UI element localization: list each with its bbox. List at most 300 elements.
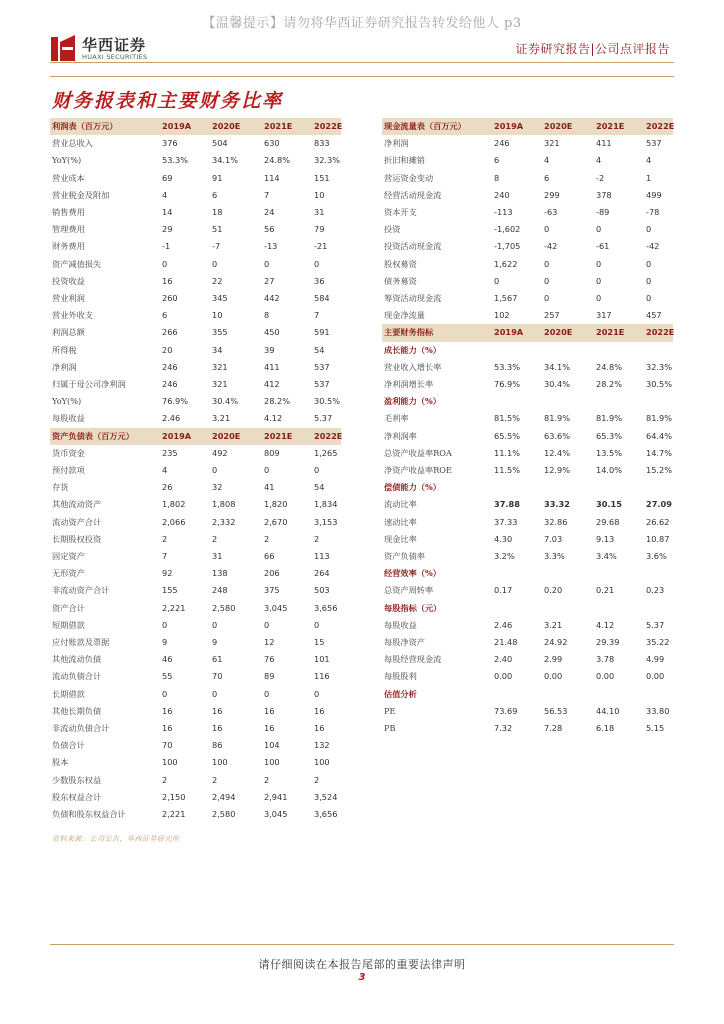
table-row xyxy=(382,600,673,617)
table-row xyxy=(382,152,673,169)
row-label: 投资收益 xyxy=(52,275,85,286)
row-label: 营业税金及附加 xyxy=(52,189,110,200)
cell-value: 138 xyxy=(212,568,228,579)
cell-value: 537 xyxy=(646,138,662,149)
cell-value: 76.9% xyxy=(162,396,189,407)
table-row xyxy=(50,496,341,513)
cell-value: 299 xyxy=(544,189,560,200)
cell-value: 155 xyxy=(162,585,178,596)
cell-value: 2021E xyxy=(596,121,625,131)
row-label: 少数股东权益 xyxy=(52,774,102,785)
row-label: 非流动资产合计 xyxy=(52,585,110,596)
cell-value: 36 xyxy=(314,275,325,286)
row-label: 每股收益 xyxy=(384,619,417,630)
table-row xyxy=(382,720,673,737)
footer-divider xyxy=(50,944,674,945)
row-label: 净利润 xyxy=(384,138,409,149)
cell-value: 30.4% xyxy=(544,379,571,389)
table-row xyxy=(382,582,673,599)
cell-value: 2 xyxy=(264,774,270,785)
cell-value: 260 xyxy=(162,293,178,303)
cell-value: 2021E xyxy=(596,327,625,338)
cell-value: 0 xyxy=(162,619,168,630)
cell-value: 3.6% xyxy=(646,551,667,561)
cell-value: 412 xyxy=(264,379,280,389)
row-label: 利润总额 xyxy=(52,327,85,338)
report-type: 证券研究报告|公司点评报告 xyxy=(515,42,670,56)
cell-value: 591 xyxy=(314,327,330,338)
cell-value: 0 xyxy=(596,275,602,286)
row-label: YoY(%) xyxy=(52,155,82,166)
cell-value: 66 xyxy=(264,551,275,561)
cell-value: 35.22 xyxy=(646,637,670,647)
cell-value: 54 xyxy=(314,344,325,355)
cell-value: 114 xyxy=(264,172,280,183)
cell-value: 411 xyxy=(596,138,612,149)
cell-value: 3,045 xyxy=(264,809,288,819)
cell-value: 53.3% xyxy=(494,361,521,372)
cell-value: 4 xyxy=(162,189,168,200)
row-label: PB xyxy=(384,723,396,733)
cell-value: 46 xyxy=(162,654,173,665)
cell-value: 65.5% xyxy=(494,430,521,441)
cell-value: 32.86 xyxy=(544,516,568,527)
cell-value: 92 xyxy=(162,568,173,579)
cell-value: 73.69 xyxy=(494,705,518,716)
cell-value: 3,656 xyxy=(314,602,338,613)
cell-value: 13.5% xyxy=(596,447,623,458)
cell-value: 81.9% xyxy=(646,413,673,424)
cell-value: 246 xyxy=(162,379,178,389)
row-label: 毛利率 xyxy=(384,413,409,424)
cell-value: 1,820 xyxy=(264,499,288,510)
cell-value: 0.00 xyxy=(646,671,665,682)
table-row xyxy=(50,445,341,462)
cell-value: 27 xyxy=(264,275,275,286)
cell-value: 0 xyxy=(264,688,270,699)
table-row xyxy=(50,462,341,479)
row-label: 现金净流量 xyxy=(384,310,425,321)
cell-value: 14.7% xyxy=(646,447,673,458)
cell-value: 16 xyxy=(314,705,325,716)
cell-value: 8 xyxy=(264,310,270,321)
cell-value: 11.1% xyxy=(494,447,521,458)
cell-value: 321 xyxy=(212,379,228,389)
cell-value: 0 xyxy=(212,258,218,269)
cell-value: 18 xyxy=(212,207,223,217)
cell-value: 2019A xyxy=(162,121,192,131)
cell-value: 12.9% xyxy=(544,465,571,475)
row-label: 每股收益 xyxy=(52,413,85,424)
cell-value: 2021E xyxy=(264,121,293,131)
cell-value: 34.1% xyxy=(212,155,239,166)
huaxi-logo-icon xyxy=(50,34,76,62)
cell-value: 20 xyxy=(162,344,173,355)
cell-value: 24 xyxy=(264,207,275,217)
cell-value: 4 xyxy=(596,155,602,166)
row-label: 经营活动现金流 xyxy=(384,189,442,200)
cell-value: 44.10 xyxy=(596,705,620,716)
cell-value: 2019A xyxy=(162,430,192,441)
table-row xyxy=(50,152,341,169)
cell-value: 4 xyxy=(162,465,168,475)
cell-value: 89 xyxy=(264,671,275,682)
cell-value: 5.37 xyxy=(646,619,665,630)
cell-value: 64.4% xyxy=(646,430,673,441)
cell-value: 537 xyxy=(314,361,330,372)
cell-value: 2022E xyxy=(314,430,343,441)
table-row xyxy=(50,754,341,771)
table-row xyxy=(50,393,341,410)
cell-value: 29.68 xyxy=(596,516,620,527)
cell-value: 240 xyxy=(494,189,510,200)
cell-value: 0 xyxy=(646,224,652,235)
row-label: 投资活动现金流 xyxy=(384,241,442,252)
cell-value: 0 xyxy=(264,258,270,269)
logo-text-cn: 华西证券 xyxy=(82,36,147,54)
cell-value: 16 xyxy=(162,705,173,716)
row-label: 成长能力（%） xyxy=(384,344,441,355)
row-label: PE xyxy=(384,705,396,716)
cell-value: 0.17 xyxy=(494,585,513,596)
row-label: 利润表（百万元） xyxy=(52,121,118,131)
row-label: 主要财务指标 xyxy=(384,327,434,338)
cell-value: 246 xyxy=(494,138,510,149)
cell-value: 2,494 xyxy=(212,791,236,802)
cell-value: 2 xyxy=(162,774,168,785)
table-row xyxy=(382,565,673,582)
cell-value: 833 xyxy=(314,138,330,149)
cell-value: 0 xyxy=(162,688,168,699)
cell-value: -21 xyxy=(314,241,328,252)
row-label: 营业总收入 xyxy=(52,138,93,149)
table-row xyxy=(382,634,673,651)
cell-value: 1,808 xyxy=(212,499,236,510)
cell-value: 91 xyxy=(212,172,223,183)
table-row xyxy=(382,548,673,565)
row-label: 资产合计 xyxy=(52,602,85,613)
cell-value: 28.2% xyxy=(596,379,623,389)
cell-value: -89 xyxy=(596,207,610,217)
table-row xyxy=(382,273,673,290)
cell-value: 54 xyxy=(314,482,325,493)
table-row xyxy=(382,531,673,548)
cell-value: 450 xyxy=(264,327,280,338)
cell-value: 10.87 xyxy=(646,533,670,544)
cell-value: 3.2% xyxy=(494,551,515,561)
cell-value: 65.3% xyxy=(596,430,623,441)
row-label: 偿债能力（%） xyxy=(384,482,441,493)
cell-value: 0.00 xyxy=(544,671,563,682)
row-label: 每股经营现金流 xyxy=(384,654,442,665)
table-row xyxy=(50,273,341,290)
cell-value: 3.4% xyxy=(596,551,617,561)
table-row xyxy=(382,514,673,531)
cell-value: -1 xyxy=(162,241,171,252)
table-row xyxy=(382,496,673,513)
cell-value: 3.3% xyxy=(544,551,565,561)
cell-value: 102 xyxy=(494,310,510,321)
cell-value: 0.23 xyxy=(646,585,665,596)
row-label: 负债和股东权益合计 xyxy=(52,809,126,819)
cell-value: 2022E xyxy=(646,121,675,131)
page-number: 3 xyxy=(358,972,366,983)
cell-value: 15.2% xyxy=(646,465,673,475)
cell-value: 6 xyxy=(162,310,168,321)
cell-value: 2.46 xyxy=(494,619,513,630)
row-label: 资产减值损失 xyxy=(52,258,102,269)
cell-value: 33.32 xyxy=(544,499,570,510)
cell-value: 29 xyxy=(162,224,173,235)
cell-value: 0.20 xyxy=(544,585,563,596)
cell-value: 2,670 xyxy=(264,516,288,527)
cell-value: 34.1% xyxy=(544,361,571,372)
cell-value: 0 xyxy=(646,293,652,303)
table-row xyxy=(382,410,673,427)
table-row xyxy=(50,565,341,582)
table-header-row xyxy=(50,118,341,135)
table-row xyxy=(50,703,341,720)
cell-value: 9.13 xyxy=(596,533,615,544)
table-row xyxy=(50,256,341,273)
cell-value: 264 xyxy=(314,568,330,579)
cell-value: 321 xyxy=(212,361,228,372)
row-label: 股本 xyxy=(52,757,69,768)
cell-value: 6 xyxy=(544,172,550,183)
cell-value: 0.00 xyxy=(596,671,615,682)
cell-value: 32 xyxy=(212,482,223,493)
cell-value: 2019A xyxy=(494,327,524,338)
table-row xyxy=(382,221,673,238)
row-label: 销售费用 xyxy=(52,207,85,217)
cell-value: 4 xyxy=(646,155,652,166)
cell-value: 6 xyxy=(212,189,218,200)
table-row xyxy=(50,342,341,359)
cell-value: 63.6% xyxy=(544,430,571,441)
table-row xyxy=(50,548,341,565)
cell-value: 355 xyxy=(212,327,228,338)
table-row xyxy=(50,737,341,754)
cell-value: 7.28 xyxy=(544,723,563,733)
table-row xyxy=(50,359,341,376)
row-label: 营业收入增长率 xyxy=(384,361,442,372)
row-label: 营业利润 xyxy=(52,293,85,303)
cell-value: 27.09 xyxy=(646,499,672,510)
cell-value: 4.12 xyxy=(264,413,283,424)
row-label: 债务募资 xyxy=(384,275,417,286)
cell-value: 11.5% xyxy=(494,465,521,475)
cell-value: 86 xyxy=(212,740,223,751)
cell-value: 0 xyxy=(162,258,168,269)
row-label: 营业外收支 xyxy=(52,310,93,321)
row-label: 归属于母公司净利润 xyxy=(52,379,126,389)
cell-value: 3,656 xyxy=(314,809,338,819)
cell-value: -1,602 xyxy=(494,224,521,235)
cell-value: 2 xyxy=(162,533,168,544)
cell-value: 41 xyxy=(264,482,275,493)
logo-text-en: HUAXI SECURITIES xyxy=(82,53,148,61)
cell-value: 0 xyxy=(646,258,652,269)
cell-value: 116 xyxy=(314,671,330,682)
table-row xyxy=(50,307,341,324)
cell-value: 442 xyxy=(264,293,280,303)
row-label: 股东权益合计 xyxy=(52,791,102,802)
cell-value: 16 xyxy=(162,275,173,286)
table-row xyxy=(50,686,341,703)
table-row xyxy=(382,359,673,376)
cell-value: 0 xyxy=(264,465,270,475)
header-divider-lower xyxy=(50,76,674,77)
row-label: 预付款项 xyxy=(52,465,85,475)
cell-value: 378 xyxy=(596,189,612,200)
cell-value: 104 xyxy=(264,740,280,751)
row-label: 经营效率（%） xyxy=(384,568,441,579)
table-row xyxy=(382,479,673,496)
row-label: 速动比率 xyxy=(384,516,417,527)
cell-value: 0 xyxy=(544,258,550,269)
cell-value: 2.40 xyxy=(494,654,513,665)
table-row xyxy=(50,651,341,668)
cell-value: 503 xyxy=(314,585,330,596)
cell-value: -42 xyxy=(646,241,660,252)
table-row xyxy=(50,806,341,823)
cell-value: 100 xyxy=(162,757,178,768)
source-note: 资料来源：公司公告，华西证券研究所 xyxy=(52,835,180,843)
table-row xyxy=(382,187,673,204)
table-row xyxy=(50,634,341,651)
cell-value: 1,834 xyxy=(314,499,338,510)
cell-value: 16 xyxy=(264,705,275,716)
cell-value: 32.3% xyxy=(646,361,673,372)
cell-value: 235 xyxy=(162,447,178,458)
cell-value: 10 xyxy=(212,310,223,321)
cell-value: 2 xyxy=(212,774,218,785)
cell-value: 16 xyxy=(162,723,173,733)
cell-value: 0 xyxy=(596,258,602,269)
cell-value: 7.03 xyxy=(544,533,563,544)
cell-value: 411 xyxy=(264,361,280,372)
cell-value: 0 xyxy=(264,619,270,630)
cell-value: 4.99 xyxy=(646,654,665,665)
cell-value: 1,622 xyxy=(494,258,518,269)
cell-value: 7 xyxy=(314,310,320,321)
cell-value: 10 xyxy=(314,189,325,200)
row-label: 每股指标（元） xyxy=(384,602,442,613)
cell-value: 29.39 xyxy=(596,637,620,647)
cell-value: 0 xyxy=(314,619,320,630)
row-label: 盈利能力（%） xyxy=(384,396,441,407)
cell-value: 79 xyxy=(314,224,325,235)
cell-value: 16 xyxy=(264,723,275,733)
cell-value: 0.21 xyxy=(596,585,615,596)
row-label: 所得税 xyxy=(52,344,77,355)
cell-value: 4.30 xyxy=(494,533,513,544)
cell-value: 16 xyxy=(212,705,223,716)
table-row xyxy=(382,651,673,668)
cell-value: 2.99 xyxy=(544,654,563,665)
cell-value: 56 xyxy=(264,224,275,235)
cell-value: 33.80 xyxy=(646,705,670,716)
row-label: 流动比率 xyxy=(384,499,417,510)
row-label: 负债合计 xyxy=(52,740,85,751)
cell-value: 2,221 xyxy=(162,809,186,819)
row-label: 资产负债表（百万元） xyxy=(52,430,134,441)
row-label: 流动资产合计 xyxy=(52,516,102,527)
row-label: 资本开支 xyxy=(384,207,417,217)
row-label: 筹资活动现金流 xyxy=(384,293,442,303)
cell-value: 2021E xyxy=(264,430,293,441)
cell-value: 81.5% xyxy=(494,413,521,424)
row-label: 现金比率 xyxy=(384,533,417,544)
cell-value: 76 xyxy=(264,654,275,665)
cell-value: 2020E xyxy=(212,430,241,441)
cell-value: 101 xyxy=(314,654,330,665)
watermark-notice: 【温馨提示】请勿将华西证券研究报告转发给他人 p3 xyxy=(202,16,522,31)
cell-value: 3,524 xyxy=(314,791,338,802)
row-label: 净利润增长率 xyxy=(384,379,434,389)
cell-value: 1,567 xyxy=(494,293,518,303)
cell-value: 70 xyxy=(162,740,173,751)
cell-value: 2,941 xyxy=(264,791,288,802)
table-row xyxy=(382,256,673,273)
cell-value: 3,153 xyxy=(314,516,338,527)
cell-value: 76.9% xyxy=(494,379,521,389)
cell-value: 2,580 xyxy=(212,809,236,819)
cell-value: 70 xyxy=(212,671,223,682)
cell-value: 7 xyxy=(264,189,270,200)
cell-value: 2020E xyxy=(212,121,241,131)
table-row xyxy=(382,307,673,324)
cell-value: 1,802 xyxy=(162,499,186,510)
row-label: 投资 xyxy=(384,224,401,235)
table-row xyxy=(382,342,673,359)
cell-value: 2,580 xyxy=(212,602,236,613)
cell-value: 1 xyxy=(646,172,652,183)
cell-value: 81.9% xyxy=(544,413,571,424)
table-row xyxy=(50,617,341,634)
cell-value: 2 xyxy=(314,533,320,544)
cell-value: 21.48 xyxy=(494,637,518,647)
cell-value: 30.15 xyxy=(596,499,622,510)
cell-value: 2 xyxy=(264,533,270,544)
table-row xyxy=(382,376,673,393)
row-label: 每股净资产 xyxy=(384,637,425,647)
cell-value: -42 xyxy=(544,241,558,252)
table-row xyxy=(50,582,341,599)
section-title: 财务报表和主要财务比率 xyxy=(52,90,284,112)
row-label: 长期股权投资 xyxy=(52,533,102,544)
table-row xyxy=(382,668,673,685)
cell-value: 0 xyxy=(212,465,218,475)
cell-value: 16 xyxy=(212,723,223,733)
cell-value: 266 xyxy=(162,327,178,338)
cell-value: 34 xyxy=(212,344,223,355)
table-row xyxy=(50,204,341,221)
table-row xyxy=(50,187,341,204)
row-label: 存货 xyxy=(52,482,69,493)
table-row xyxy=(382,393,673,410)
cell-value: 7.32 xyxy=(494,723,513,733)
cell-value: -1,705 xyxy=(494,241,521,252)
table-row xyxy=(50,290,341,307)
row-label: 其他流动负债 xyxy=(52,654,102,665)
cell-value: 2,332 xyxy=(212,516,236,527)
cell-value: 246 xyxy=(162,361,178,372)
cell-value: 53.3% xyxy=(162,155,189,166)
cell-value: 132 xyxy=(314,740,330,751)
cell-value: 0 xyxy=(646,275,652,286)
row-label: 股权募资 xyxy=(384,258,417,269)
